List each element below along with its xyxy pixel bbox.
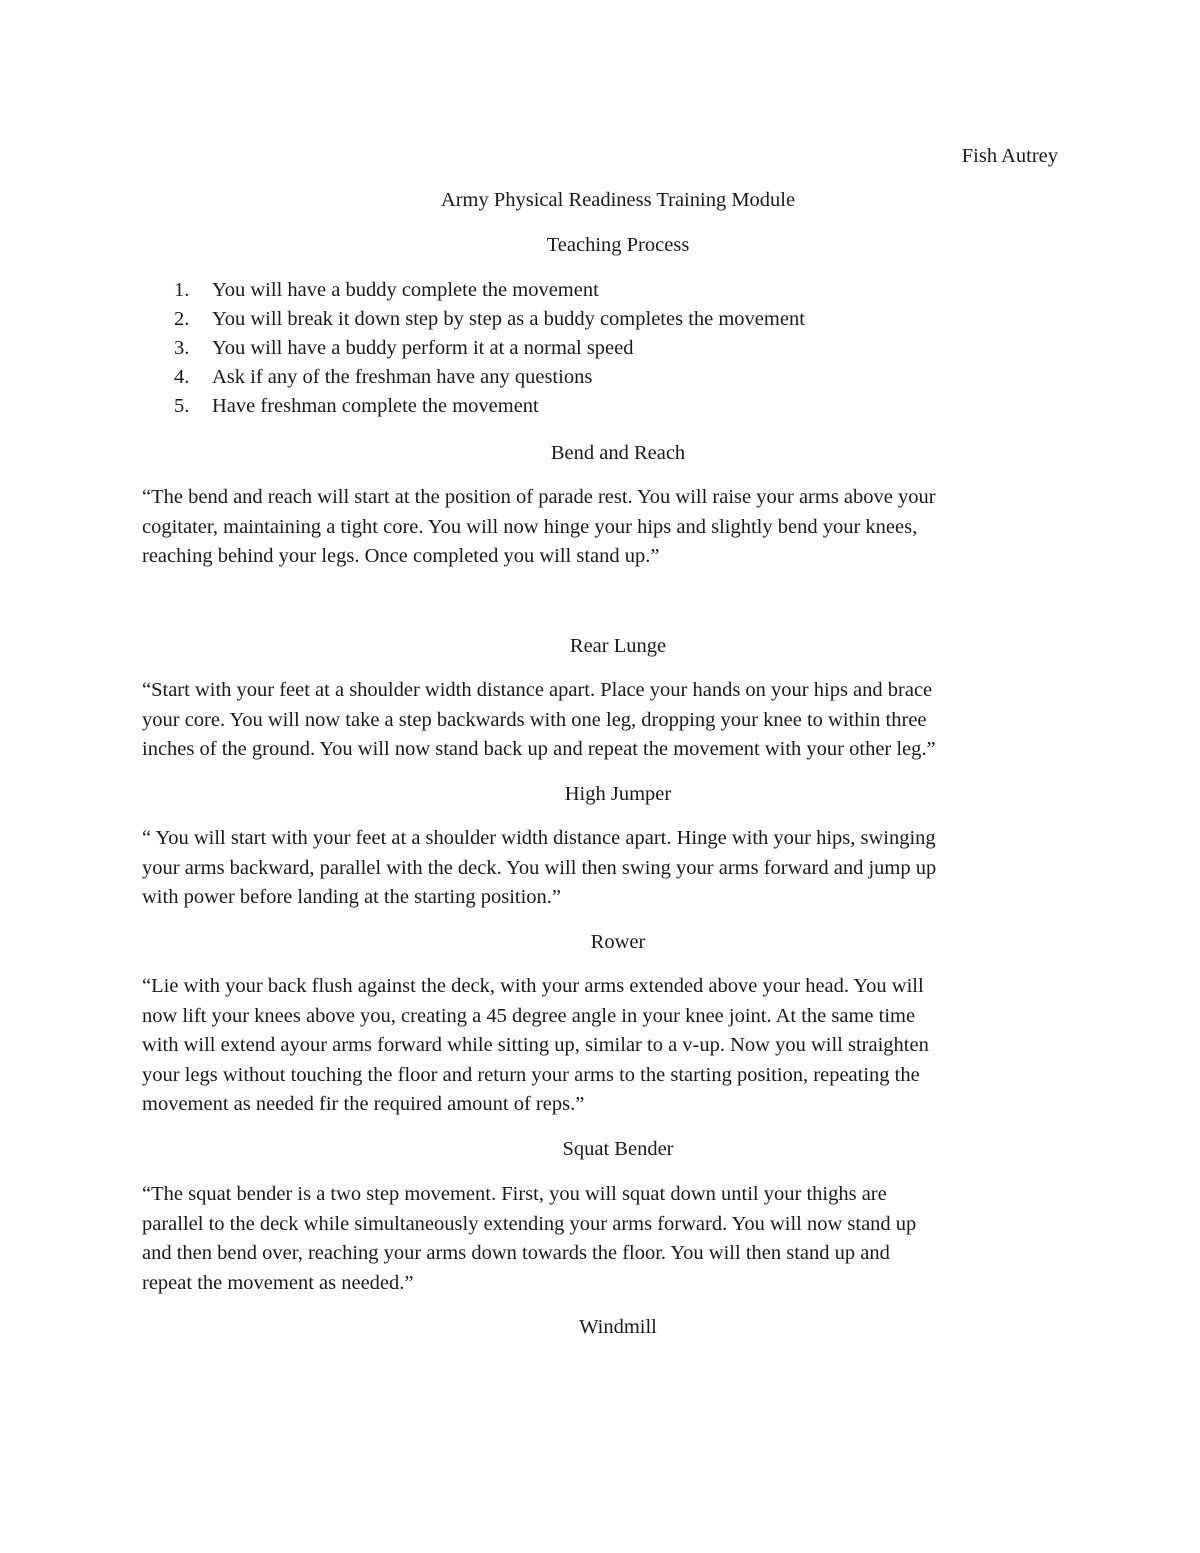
document-title: Army Physical Readiness Training Module xyxy=(440,189,796,211)
list-item-text: Ask if any of the freshman have any questions xyxy=(212,366,593,388)
paragraph-line: cogitater, maintaining a tight core. You will now hinge your hips and slightly bend your knees, xyxy=(142,515,918,538)
section-heading-squat-bender: Squat Bender xyxy=(562,1138,674,1160)
section-paragraph-bend-and-reach xyxy=(142,483,1062,572)
list-item-text: You will break it down step by step as a buddy completes the movement xyxy=(212,308,805,330)
section-heading-high-jumper: High Jumper xyxy=(564,783,672,805)
list-item-number: 4. xyxy=(174,366,190,388)
paragraph-line: with power before landing at the starting position.” xyxy=(142,886,562,908)
section-paragraph-squat-bender xyxy=(142,1180,1062,1298)
list-item xyxy=(142,392,805,421)
paragraph-line: reaching behind your legs. Once completed you will stand up.” xyxy=(142,545,660,567)
list-item xyxy=(142,305,805,334)
list-item-text: You will have a buddy perform it at a normal speed xyxy=(212,337,634,359)
list-item-text: Have freshman complete the movement xyxy=(212,395,539,417)
paragraph-line: movement as needed fir the required amount of reps.” xyxy=(142,1093,585,1115)
section-heading-rear-lunge: Rear Lunge xyxy=(569,635,667,657)
section-paragraph-rower xyxy=(142,972,1062,1120)
paragraph-line: with will extend ayour arms forward while sitting up, similar to a v-up. Now you will straighten xyxy=(142,1034,929,1056)
paragraph-line: your legs without touching the floor and return your arms to the starting position, repeating the xyxy=(142,1063,920,1086)
list-item-number: 2. xyxy=(174,308,190,330)
section-paragraph-high-jumper xyxy=(142,824,1062,913)
section-heading-windmill: Windmill xyxy=(579,1316,657,1338)
list-item xyxy=(142,363,805,392)
paragraph-line: your arms backward, parallel with the deck. You will then swing your arms forward and jump up xyxy=(142,856,937,879)
list-item-number: 1. xyxy=(174,279,190,301)
paragraph-line: now lift your knees above you, creating a 45 degree angle in your knee joint. At the same time xyxy=(142,1004,916,1027)
list-item-number: 3. xyxy=(174,337,190,359)
paragraph-line: your core. You will now take a step backwards with one leg, dropping your knee to within three xyxy=(142,708,927,731)
section-heading-bend-and-reach: Bend and Reach xyxy=(550,442,686,464)
list-item-number: 5. xyxy=(174,395,190,417)
paragraph-line: “Start with your feet at a shoulder width distance apart. Place your hands on your hips and brace xyxy=(142,679,933,701)
list-item xyxy=(142,276,805,305)
paragraph-line: “Lie with your back flush against the deck, with your arms extended above your head. You will xyxy=(142,975,924,997)
list-item-text: You will have a buddy complete the movement xyxy=(212,279,599,301)
section-paragraph-rear-lunge xyxy=(142,676,1062,765)
section-heading-rower: Rower xyxy=(590,931,646,953)
paragraph-line: inches of the ground. You will now stand back up and repeat the movement with your other leg.” xyxy=(142,738,936,760)
paragraph-line: repeat the movement as needed.” xyxy=(142,1271,414,1294)
author-name: Fish Autrey xyxy=(961,145,1058,167)
paragraph-line: parallel to the deck while simultaneously extending your arms forward. You will now stand up xyxy=(142,1212,917,1235)
paragraph-line: “The bend and reach will start at the position of parade rest. You will raise your arms above your xyxy=(142,486,936,508)
paragraph-line: and then bend over, reaching your arms down towards the floor. You will then stand up and xyxy=(142,1242,890,1264)
paragraph-line: “ You will start with your feet at a shoulder width distance apart. Hinge with your hips, swinging xyxy=(142,827,936,849)
teaching-steps-list xyxy=(142,276,805,421)
paragraph-line: “The squat bender is a two step movement. First, you will squat down until your thighs are xyxy=(142,1183,887,1205)
list-item xyxy=(142,334,805,363)
teaching-process-heading: Teaching Process xyxy=(546,234,690,256)
